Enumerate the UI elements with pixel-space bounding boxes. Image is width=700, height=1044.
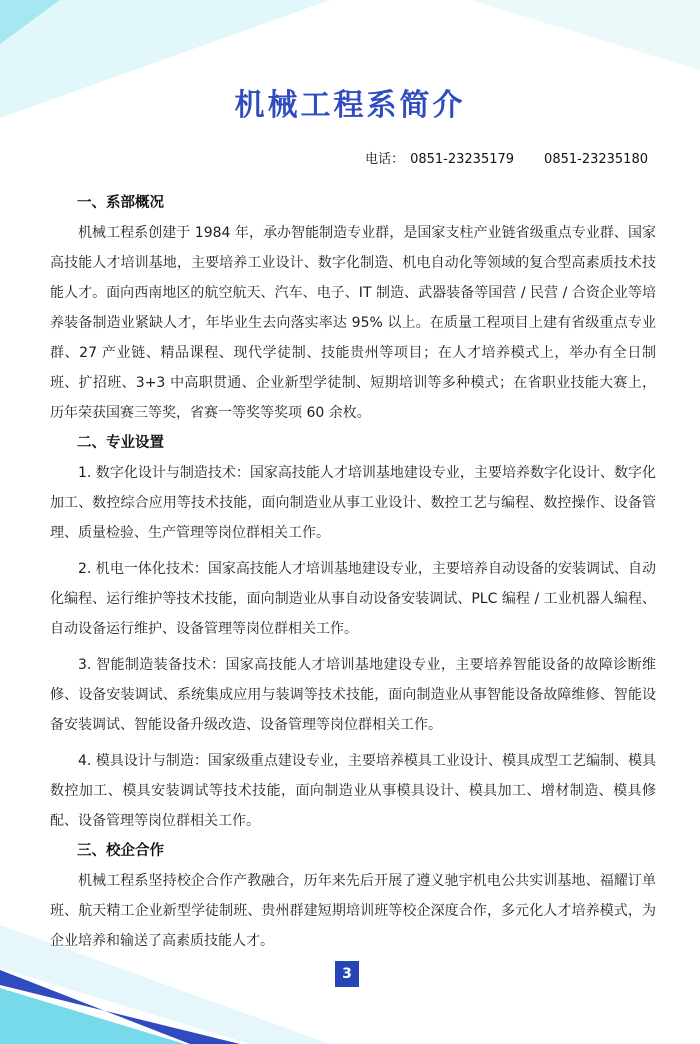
section-heading-majors: 二、专业设置 — [77, 435, 164, 451]
major-item-3: 3. 智能制造装备技术：国家高技能人才培训基地建设专业，主要培养智能设备的故障诊断维修、设备安装调试、系统集成应用与装调等技术技能，面向制造业从事智能设备故障维修、智能设备安装调试、智能设备升级改造、设备管理等岗位群相关工作。 — [50, 657, 656, 733]
phone-number-2: 0851-23235180 — [544, 152, 648, 167]
major-item-2: 2. 机电一体化技术：国家高技能人才培训基地建设专业，主要培养自动设备的安装调试、自动化编程、运行维护等技术技能，面向制造业从事自动设备安装调试、PLC 编程 / 工业机器人编程、自动设备运行维护、设备管理等岗位群相关工作。 — [50, 561, 656, 637]
major-item-4: 4. 模具设计与制造：国家级重点建设专业，主要培养模具工业设计、模具成型工艺编制、模具数控加工、模具安装调试等技术技能，面向制造业从事模具设计、模具加工、增材制造、模具修配、设备管理等岗位群相关工作。 — [50, 753, 656, 829]
page-title: 机械工程系简介 — [234, 88, 466, 123]
phone-number-1: 0851-23235179 — [410, 152, 515, 167]
phone-label: 电话： — [365, 152, 405, 167]
section-heading-cooperation: 三、校企合作 — [77, 843, 164, 859]
main-content — [50, 188, 656, 956]
contact-phones — [365, 150, 648, 170]
overview-paragraph: 机械工程系创建于 1984 年，承办智能制造专业群，是国家支柱产业链省级重点专业群、国家高技能人才培训基地，主要培养工业设计、数字化制造、机电自动化等领域的复合型高素质技术技能人才。面向西南地区的航空航天、汽车、电子、IT 制造、武器装备等国营 / 民营 / 合资企业等培养装备制造业紧缺人才，年毕业生去向落实率达 95% 以上。在质量工程项目上建有省级重点专业群、27 产业链、精品课程、现代学徒制、技能贵州等项目；在人才培养模式上，举办有全日制班、扩招班、3+3 中高职贯通、企业新型学徒制、短期培训等多种模式；在省职业技能大赛上，历年荣获国赛三等奖，省赛一等奖等奖项 60 余枚。 — [50, 225, 656, 421]
page-number-badge: 3 — [335, 961, 359, 987]
section-heading-overview: 一、系部概况 — [77, 195, 164, 211]
major-item-1: 1. 数字化设计与制造技术：国家高技能人才培训基地建设专业，主要培养数字化设计、数字化加工、数控综合应用等技术技能，面向制造业从事工业设计、数控工艺与编程、数控操作、设备管理、质量检验、生产管理等岗位群相关工作。 — [50, 465, 656, 541]
top-right-pale-wedge — [470, 0, 700, 70]
cooperation-paragraph: 机械工程系坚持校企合作产教融合，历年来先后开展了遵义驰宇机电公共实训基地、福耀订单班、航天精工企业新型学徒制班、贵州群建短期培训班等校企深度合作，多元化人才培养模式，为企业培养和输送了高素质技能人才。 — [50, 873, 656, 949]
